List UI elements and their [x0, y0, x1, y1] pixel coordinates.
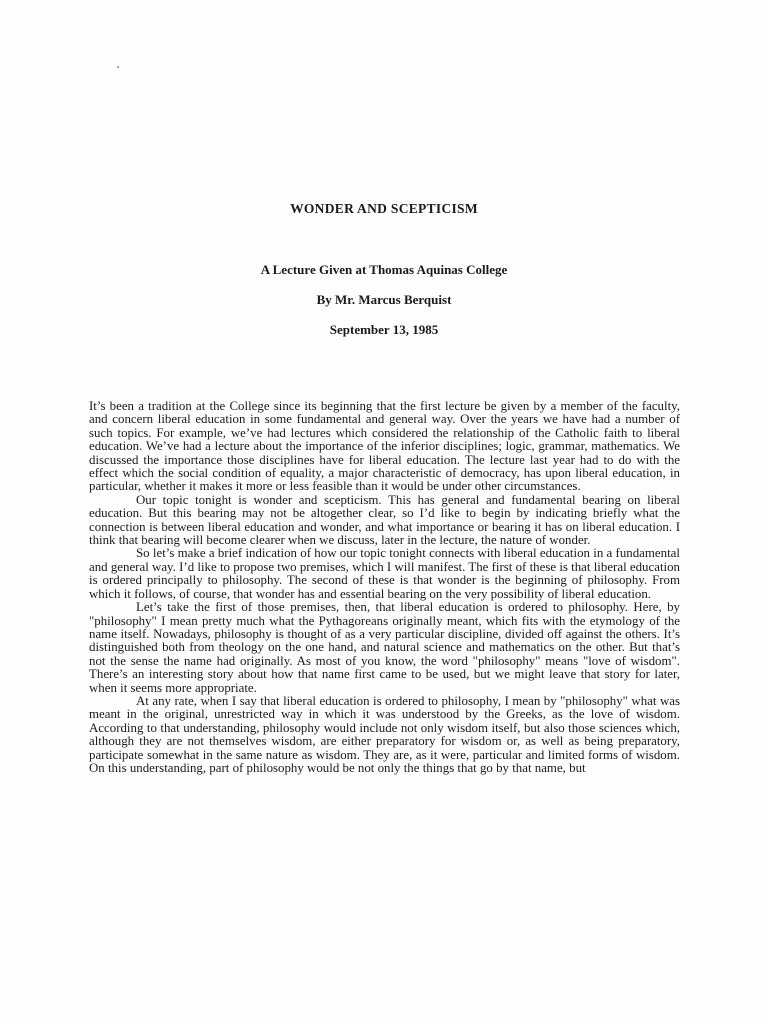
paragraph-1: It’s been a tradition at the College since its beginning that the first lecture be given by a member of the faculty, and concern liberal education in some fundamental and general way. Over the years we have had a number of such topics. For example, we’ve had lectures which considered the relationship of the Catholic faith to liberal education. We’ve had a lecture about the importance of the inferior disciplines; logic, grammar, mathematics. We discussed the importance those disciplines have for liberal education. The lecture last year had to do with the effect which the social condition of equality, a major characteristic of democracy, has upon liberal education, in particular, whether it makes it more or less feasible than it would be under other circumstances. — [89, 399, 680, 494]
paragraph-5: At any rate, when I say that liberal education is ordered to philosophy, I mean by "philosophy" what was meant in the original, unrestricted way in which it was understood by the Greeks, as the love of wisdom. According to that understanding, philosophy would include not only wisdom itself, but also those sciences which, although they are not themselves wisdom, are either preparatory for wisdom or, as well as being preparatory, participate somewhat in the same nature as wisdom. They are, as it were, particular and limited forms of wisdom. On this understanding, part of philosophy would be not only the things that go by that name, but — [89, 693, 680, 775]
paragraph-3: So let’s make a brief indication of how our topic tonight connects with liberal education in a fundamental and general way. I’d like to propose two premises, which I will manifest. The first of these is that liberal education is ordered principally to philosophy. The second of these is that wonder is the beginning of philosophy. From which it follows, of course, that wonder has and essential bearing on the very possibility of liberal education. — [89, 546, 680, 601]
lecture-body — [89, 400, 680, 775]
lecture-date: September 13, 1985 — [329, 322, 439, 337]
lecture-subtitle: A Lecture Given at Thomas Aquinas College — [260, 262, 508, 277]
lecture-author: By Mr. Marcus Berquist — [316, 292, 452, 307]
paragraph-4: Let’s take the first of those premises, then, that liberal education is ordered to philosophy. Here, by "philosophy" I mean pretty much what the Pythagoreans originally meant, which fits with the etymology of the name itself. Nowadays, philosophy is thought of as a very particular discipline, divided off against the others. It’s distinguished both from theology on the one hand, and natural science and mathematics on the other. But that’s not the sense the name had originally. As most of you know, the word "philosophy" means "love of wisdom". There’s an interesting story about how that name first came to be used, but we might leave that story for later, when it seems more appropriate. — [89, 600, 680, 695]
paragraph-2: Our topic tonight is wonder and scepticism. This has general and fundamental bearing on liberal education. But this bearing may not be altogether clear, so I’d like to begin by indicating briefly what the connection is between liberal education and wonder, and what importance or bearing it has on liberal education. I think that bearing will become clearer when we discuss, later in the lecture, the nature of wonder. — [89, 492, 680, 548]
scan-speck — [117, 66, 119, 68]
document-title: WONDER AND SCEPTICISM — [290, 201, 478, 216]
